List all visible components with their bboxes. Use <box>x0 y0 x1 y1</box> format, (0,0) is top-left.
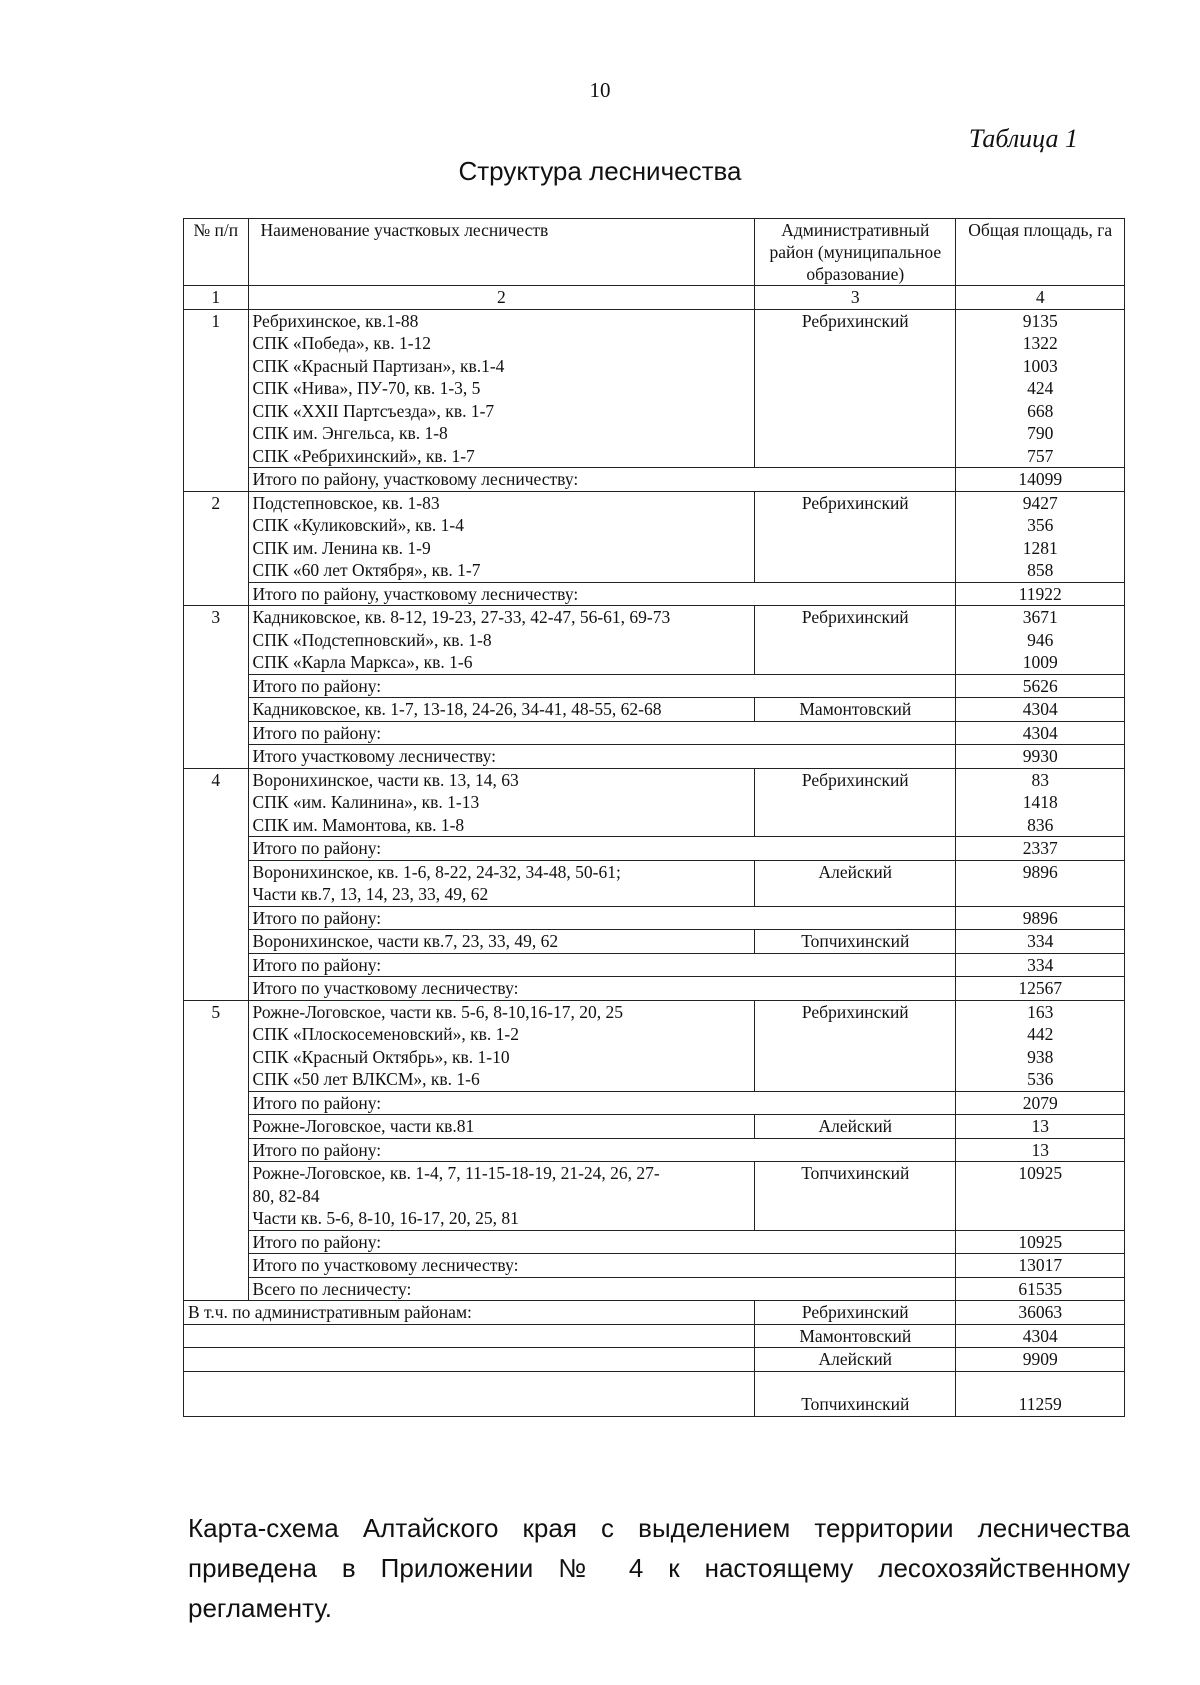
forestry-name: Воронихинское, части кв. 13, 14, 63 <box>252 769 519 790</box>
total-area: 12567 <box>956 977 1125 1001</box>
header-row <box>184 219 1125 286</box>
footer-line: Карта-схема Алтайского края с выделением территории лесничества <box>188 1513 1130 1543</box>
summary-district: Алейский <box>755 1348 956 1372</box>
area-value: 1418 <box>1022 792 1058 812</box>
area-value: 83 <box>1031 769 1049 790</box>
area-value: 1322 <box>1022 333 1058 353</box>
forestry-name: Кадниковское, кв. 8-12, 19-23, 27-33, 42-47, 56-61, 69-73 <box>252 607 671 627</box>
total-row <box>184 468 1125 492</box>
total-label: Итого по району: <box>248 837 956 861</box>
column-numbers-row <box>184 286 1125 310</box>
forestry-name-cell <box>248 1162 755 1231</box>
column-number: 3 <box>755 286 956 310</box>
area-value: 757 <box>1027 445 1054 466</box>
total-label: Итого по району: <box>248 953 956 977</box>
district-cell: Мамонтовский <box>755 698 956 722</box>
summary-area: 11259 <box>956 1371 1125 1416</box>
area-cell <box>956 1115 1125 1139</box>
total-label: Итого по району: <box>248 721 956 745</box>
total-label: Итого по району, участковому лесничеству: <box>248 582 956 606</box>
forestry-name: СПК «60 лет Октября», кв. 1-7 <box>252 560 481 580</box>
total-row <box>184 1138 1125 1162</box>
area-cell <box>956 491 1125 582</box>
area-value: 13 <box>1031 1116 1049 1136</box>
total-label: Итого участковому лесничеству: <box>248 745 956 769</box>
total-row <box>184 582 1125 606</box>
total-area: 2079 <box>956 1091 1125 1115</box>
area-cell <box>956 1000 1125 1091</box>
total-row <box>184 674 1125 698</box>
table-title: Структура лесничества <box>458 156 742 186</box>
forestry-name: Ребрихинское, кв.1-88 <box>252 310 419 331</box>
forestry-name: Части кв. 5-6, 8-10, 16-17, 20, 25, 81 <box>252 1208 519 1228</box>
area-value: 424 <box>1027 378 1054 398</box>
summary-label: В т.ч. по административным районам: <box>184 1301 755 1325</box>
forestry-name: СПК «Куликовский», кв. 1-4 <box>252 515 464 535</box>
forestry-name: СПК «50 лет ВЛКСМ», кв. 1-6 <box>252 1069 480 1089</box>
footer-paragraph <box>188 1508 1130 1628</box>
district-cell: Ребрихинский <box>755 491 956 582</box>
area-value: 790 <box>1027 423 1054 443</box>
summary-row <box>184 1371 1125 1416</box>
area-value: 1003 <box>1022 355 1058 376</box>
area-cell <box>956 930 1125 954</box>
total-label: Итого по участковому лесничеству: <box>248 1254 956 1278</box>
total-row <box>184 745 1125 769</box>
column-number: 2 <box>248 286 755 310</box>
total-label: Итого по району: <box>248 906 956 930</box>
forestry-name: Рожне-Логовское, кв. 1-4, 7, 11-15-18-19, 21-24, 26, 27- <box>252 1163 660 1183</box>
forestry-name-cell <box>248 860 755 906</box>
forestry-name: 80, 82-84 <box>252 1185 320 1206</box>
table-row <box>184 1162 1125 1231</box>
total-area: 13017 <box>956 1254 1125 1278</box>
area-cell <box>956 768 1125 837</box>
summary-row <box>184 1324 1125 1348</box>
area-value: 836 <box>1027 814 1054 835</box>
area-value: 9427 <box>1022 492 1058 513</box>
area-value: 1281 <box>1022 537 1058 558</box>
table-row <box>184 606 1125 675</box>
total-area: 11922 <box>956 582 1125 606</box>
table-row <box>184 1000 1125 1091</box>
forestry-name: СПК «Победа», кв. 1-12 <box>252 333 432 353</box>
total-area: 334 <box>956 953 1125 977</box>
forestry-name: СПК «Нива», ПУ-70, кв. 1-3, 5 <box>252 378 481 398</box>
district-cell: Ребрихинский <box>755 309 956 468</box>
forestry-name: СПК «Карла Маркса», кв. 1-6 <box>252 652 473 672</box>
area-cell <box>956 860 1125 906</box>
group-number: 2 <box>184 491 249 606</box>
forestry-name: СПК «Плоскосеменовский», кв. 1-2 <box>252 1024 519 1044</box>
district-cell: Ребрихинский <box>755 1000 956 1091</box>
total-area: 9930 <box>956 745 1125 769</box>
summary-area: 36063 <box>956 1301 1125 1325</box>
table-row <box>184 698 1125 722</box>
area-value: 163 <box>1027 1001 1054 1022</box>
total-row <box>184 1277 1125 1301</box>
area-value: 9135 <box>1022 310 1058 331</box>
total-row <box>184 837 1125 861</box>
total-label: Итого по району: <box>248 1091 956 1115</box>
area-value: 536 <box>1027 1069 1054 1089</box>
forestry-name-cell <box>248 930 755 954</box>
forestry-name-cell <box>248 1000 755 1091</box>
area-cell <box>956 1162 1125 1231</box>
district-cell: Ребрихинский <box>755 768 956 837</box>
table-row <box>184 860 1125 906</box>
forestry-name-cell <box>248 606 755 675</box>
district-cell: Топчихинский <box>755 930 956 954</box>
total-area: 10925 <box>956 1230 1125 1254</box>
summary-area: 4304 <box>956 1324 1125 1348</box>
total-row <box>184 906 1125 930</box>
forestry-name: СПК «Красный Октябрь», кв. 1-10 <box>252 1046 510 1067</box>
total-area: 9896 <box>956 906 1125 930</box>
forestry-name: СПК «им. Калинина», кв. 1-13 <box>252 792 480 812</box>
total-label: Итого по району: <box>248 1230 956 1254</box>
district-cell: Ребрихинский <box>755 606 956 675</box>
table-row <box>184 491 1125 582</box>
summary-label <box>184 1371 755 1416</box>
column-number: 1 <box>184 286 249 310</box>
forestry-name: СПК «Ребрихинский», кв. 1-7 <box>252 445 475 466</box>
area-value: 938 <box>1027 1046 1054 1067</box>
page-number: 10 <box>589 78 611 102</box>
total-area: 14099 <box>956 468 1125 492</box>
forestry-name: СПК «XXII Партсъезда», кв. 1-7 <box>252 400 495 421</box>
total-area: 5626 <box>956 674 1125 698</box>
table-row <box>184 1115 1125 1139</box>
area-value: 334 <box>1027 931 1054 951</box>
forestry-name: СПК им. Энгельса, кв. 1-8 <box>252 423 448 443</box>
table-row <box>184 309 1125 468</box>
group-number: 5 <box>184 1000 249 1301</box>
table-body <box>184 309 1125 1416</box>
forestry-name: Воронихинское, части кв.7, 23, 33, 49, 62 <box>252 931 559 951</box>
table-row <box>184 930 1125 954</box>
area-value: 946 <box>1027 629 1054 650</box>
area-value: 858 <box>1027 560 1054 580</box>
area-value: 4304 <box>1022 699 1058 719</box>
forestry-name-cell <box>248 491 755 582</box>
table-row <box>184 768 1125 837</box>
forestry-name: Части кв.7, 13, 14, 23, 33, 49, 62 <box>252 884 489 904</box>
forestry-name-cell <box>248 309 755 468</box>
footer-line: приведена в Приложении № 4 к настоящему лесохозяйственному регламенту. <box>188 1553 1130 1623</box>
area-value: 10925 <box>1018 1163 1063 1183</box>
group-number: 4 <box>184 768 249 1000</box>
header-area: Общая площадь, га <box>956 219 1125 286</box>
group-number: 1 <box>184 309 249 491</box>
forestry-name: СПК «Красный Партизан», кв.1-4 <box>252 355 505 376</box>
total-row <box>184 1230 1125 1254</box>
forestry-name: Кадниковское, кв. 1-7, 13-18, 24-26, 34-41, 48-55, 62-68 <box>252 699 662 719</box>
total-label: Итого по району: <box>248 674 956 698</box>
total-area: 13 <box>956 1138 1125 1162</box>
area-cell <box>956 309 1125 468</box>
area-value: 442 <box>1027 1024 1054 1044</box>
total-label: Итого по участковому лесничеству: <box>248 977 956 1001</box>
forestry-name: СПК им. Мамонтова, кв. 1-8 <box>252 814 465 835</box>
total-row <box>184 1254 1125 1278</box>
summary-row <box>184 1301 1125 1325</box>
summary-district: Мамонтовский <box>755 1324 956 1348</box>
header-district: Административный район (муниципальное образование) <box>755 219 956 286</box>
table-caption: Таблица 1 <box>968 124 1078 153</box>
total-area: 2337 <box>956 837 1125 861</box>
total-label: Итого по району, участковому лесничеству: <box>248 468 956 492</box>
group-number: 3 <box>184 606 249 769</box>
summary-district: Топчихинский <box>755 1371 956 1416</box>
total-row <box>184 721 1125 745</box>
forestry-structure-table <box>183 218 1125 1417</box>
area-value: 3671 <box>1022 607 1058 627</box>
forestry-name-cell <box>248 1115 755 1139</box>
district-cell: Алейский <box>755 1115 956 1139</box>
area-value: 356 <box>1027 515 1054 535</box>
forestry-name-cell <box>248 698 755 722</box>
summary-label <box>184 1324 755 1348</box>
header-name: Наименование участковых лесничеств <box>248 219 755 286</box>
total-area: 4304 <box>956 721 1125 745</box>
forestry-name-cell <box>248 768 755 837</box>
total-label: Всего по лесничесту: <box>248 1277 956 1301</box>
header-num: № п/п <box>184 219 249 286</box>
total-row <box>184 1091 1125 1115</box>
total-label: Итого по району: <box>248 1138 956 1162</box>
area-value: 9896 <box>1022 861 1058 882</box>
district-cell: Топчихинский <box>755 1162 956 1231</box>
total-row <box>184 953 1125 977</box>
area-value: 668 <box>1027 400 1054 421</box>
forestry-name: Рожне-Логовское, части кв.81 <box>252 1116 475 1136</box>
area-cell <box>956 698 1125 722</box>
summary-label <box>184 1348 755 1372</box>
forestry-name: СПК им. Ленина кв. 1-9 <box>252 537 431 558</box>
area-cell <box>956 606 1125 675</box>
area-value: 1009 <box>1022 652 1058 672</box>
column-number: 4 <box>956 286 1125 310</box>
summary-area: 9909 <box>956 1348 1125 1372</box>
summary-district: Ребрихинский <box>755 1301 956 1325</box>
forestry-name: Воронихинское, кв. 1-6, 8-22, 24-32, 34-48, 50-61; <box>252 861 621 882</box>
summary-row <box>184 1348 1125 1372</box>
forestry-name: Рожне-Логовское, части кв. 5-6, 8-10,16-17, 20, 25 <box>252 1001 624 1022</box>
forestry-name: Подстепновское, кв. 1-83 <box>252 492 440 513</box>
district-cell: Алейский <box>755 860 956 906</box>
total-area: 61535 <box>956 1277 1125 1301</box>
forestry-name: СПК «Подстепновский», кв. 1-8 <box>252 629 492 650</box>
total-row <box>184 977 1125 1001</box>
